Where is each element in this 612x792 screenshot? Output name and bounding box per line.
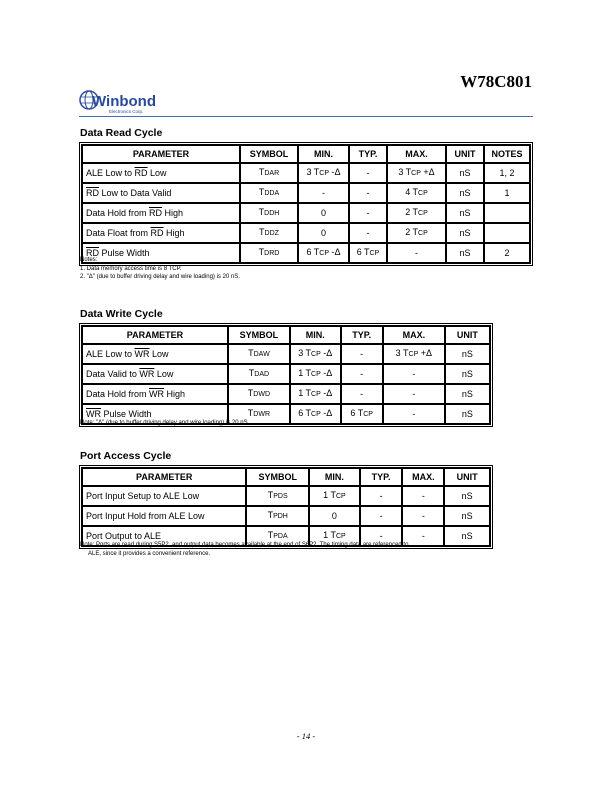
read-cycle-table	[79, 142, 533, 266]
header-cell: MIN.	[298, 145, 349, 163]
max-cell: -	[402, 486, 444, 506]
table-row	[82, 344, 490, 364]
header-cell: NOTES	[484, 145, 530, 163]
logo-subtext: Electronics Corp.	[109, 109, 144, 114]
unit-cell: nS	[446, 183, 484, 203]
port-access-table	[79, 465, 493, 549]
notes-cell	[484, 203, 530, 223]
unit-cell: nS	[445, 344, 490, 364]
document-title: W78C801	[460, 72, 532, 91]
table-header-row	[82, 326, 490, 344]
symbol-cell: TDDA	[240, 183, 298, 203]
min-cell: 6 TCP -Δ	[290, 404, 341, 424]
port-note	[80, 541, 408, 558]
note-line: Note: Ports are read during S5P2, and output data becomes available at the end of S6P2. The timing data are referenced to	[80, 542, 409, 548]
min-cell: 1 TCP	[309, 526, 360, 546]
symbol-cell: TPDH	[246, 506, 309, 526]
header-cell: UNIT	[446, 145, 484, 163]
param-cell: Port Input Hold from ALE Low	[82, 506, 246, 526]
min-cell: 1 TCP	[309, 486, 360, 506]
typ-cell: -	[360, 526, 403, 546]
write-cycle-table	[79, 323, 493, 427]
max-cell: -	[383, 384, 445, 404]
header-cell: SYMBOL	[228, 326, 290, 344]
unit-cell: nS	[445, 404, 490, 424]
min-cell: 0	[298, 223, 349, 243]
write-note: Note: "Δ" (due to buffer driving delay and wire loading) is 20 nS.	[80, 420, 250, 426]
table-row	[82, 223, 530, 243]
typ-cell: -	[349, 223, 387, 243]
unit-cell: nS	[445, 384, 490, 404]
header-cell: MAX.	[402, 468, 444, 486]
symbol-cell: TDDH	[240, 203, 298, 223]
symbol-cell: TDAD	[228, 364, 290, 384]
note-line: ALE, since it provides a convenient reference.	[88, 550, 211, 557]
table-row	[82, 203, 530, 223]
symbol-cell: TDWD	[228, 384, 290, 404]
unit-cell: nS	[445, 364, 490, 384]
max-cell: 3 TCP +Δ	[387, 163, 446, 183]
header-cell: UNIT	[445, 326, 490, 344]
typ-cell: 6 TCP	[341, 404, 383, 424]
unit-cell: nS	[446, 203, 484, 223]
symbol-cell: TDAW	[228, 344, 290, 364]
note-line: Notes:	[80, 257, 98, 263]
min-cell: 3 TCP -Δ	[290, 344, 341, 364]
min-cell: 0	[298, 203, 349, 223]
param-cell: $\overline{RD}$ Pulse Width	[82, 243, 240, 263]
unit-cell: nS	[446, 243, 484, 263]
table-row	[82, 384, 490, 404]
param-cell: Data Hold from $\overline{RD}$ High	[82, 203, 240, 223]
header-cell: SYMBOL	[240, 145, 298, 163]
typ-cell: -	[341, 344, 383, 364]
unit-cell: nS	[444, 526, 490, 546]
max-cell: 3 TCP +Δ	[383, 344, 445, 364]
param-cell: $\overline{RD}$ Low to Data Valid	[82, 183, 240, 203]
port-cycle-title: Port Access Cycle	[80, 450, 172, 462]
typ-cell: 6 TCP	[349, 243, 387, 263]
notes-cell	[484, 223, 530, 243]
logo-wordmark: Winbond	[92, 93, 157, 110]
header-cell: TYP.	[360, 468, 403, 486]
unit-cell: nS	[444, 486, 490, 506]
max-cell: -	[387, 243, 446, 263]
header-rule	[79, 116, 533, 117]
symbol-cell: TDWR	[228, 404, 290, 424]
max-cell: 4 TCP	[387, 183, 446, 203]
typ-cell: -	[360, 486, 403, 506]
param-cell: $\overline{WR}$ Pulse Width	[82, 404, 228, 424]
unit-cell: nS	[446, 223, 484, 243]
typ-cell: -	[349, 183, 387, 203]
min-cell: 1 TCP -Δ	[290, 364, 341, 384]
param-cell: ALE Low to $\overline{RD}$ Low	[82, 163, 240, 183]
table-header-row	[82, 145, 530, 163]
table-header-row	[82, 468, 490, 486]
header-cell: PARAMETER	[82, 145, 240, 163]
table-row	[82, 486, 490, 506]
symbol-cell: TDAR	[240, 163, 298, 183]
symbol-cell: TPDS	[246, 486, 309, 506]
max-cell: -	[402, 526, 444, 546]
min-cell: 0	[309, 506, 360, 526]
min-cell: 1 TCP -Δ	[290, 384, 341, 404]
header-cell: MIN.	[290, 326, 341, 344]
header-cell: TYP.	[341, 326, 383, 344]
write-cycle-title: Data Write Cycle	[80, 308, 163, 320]
header-cell: PARAMETER	[82, 468, 246, 486]
param-cell: Port Output to ALE	[82, 526, 246, 546]
table-row	[82, 364, 490, 384]
param-cell: Data Float from $\overline{RD}$ High	[82, 223, 240, 243]
max-cell: -	[383, 404, 445, 424]
unit-cell: nS	[446, 163, 484, 183]
header-cell: MAX.	[387, 145, 446, 163]
typ-cell: -	[341, 384, 383, 404]
param-cell: ALE Low to $\overline{WR}$ Low	[82, 344, 228, 364]
symbol-cell: TDRD	[240, 243, 298, 263]
header-cell: PARAMETER	[82, 326, 228, 344]
table-row	[82, 183, 530, 203]
param-cell: Data Valid to $\overline{WR}$ Low	[82, 364, 228, 384]
typ-cell: -	[349, 203, 387, 223]
unit-cell: nS	[444, 506, 490, 526]
max-cell: -	[383, 364, 445, 384]
page-number: - 14 -	[296, 731, 316, 741]
min-cell: 6 TCP -Δ	[298, 243, 349, 263]
max-cell: 2 TCP	[387, 223, 446, 243]
typ-cell: -	[349, 163, 387, 183]
header-cell: SYMBOL	[246, 468, 309, 486]
note-line: 2. "Δ" (due to buffer driving delay and wire loading) is 20 nS.	[80, 274, 240, 280]
table-row	[82, 163, 530, 183]
symbol-cell: TDDZ	[240, 223, 298, 243]
notes-cell: 1, 2	[484, 163, 530, 183]
typ-cell: -	[360, 506, 403, 526]
winbond-logo	[79, 88, 169, 114]
param-cell: Data Hold from $\overline{WR}$ High	[82, 384, 228, 404]
table-row	[82, 506, 490, 526]
typ-cell: -	[341, 364, 383, 384]
param-cell: Port Input Setup to ALE Low	[82, 486, 246, 506]
note-line: 1. Data memory access time is 8 TCP.	[80, 265, 182, 272]
header-cell: UNIT	[444, 468, 490, 486]
header-cell: MIN.	[309, 468, 360, 486]
read-cycle-title: Data Read Cycle	[80, 127, 163, 139]
header-cell: MAX.	[383, 326, 445, 344]
header-cell: TYP.	[349, 145, 387, 163]
min-cell: 3 TCP -Δ	[298, 163, 349, 183]
notes-cell: 2	[484, 243, 530, 263]
notes-cell: 1	[484, 183, 530, 203]
read-notes	[80, 256, 240, 282]
symbol-cell: TPDA	[246, 526, 309, 546]
max-cell: 2 TCP	[387, 203, 446, 223]
max-cell: -	[402, 506, 444, 526]
min-cell: -	[298, 183, 349, 203]
